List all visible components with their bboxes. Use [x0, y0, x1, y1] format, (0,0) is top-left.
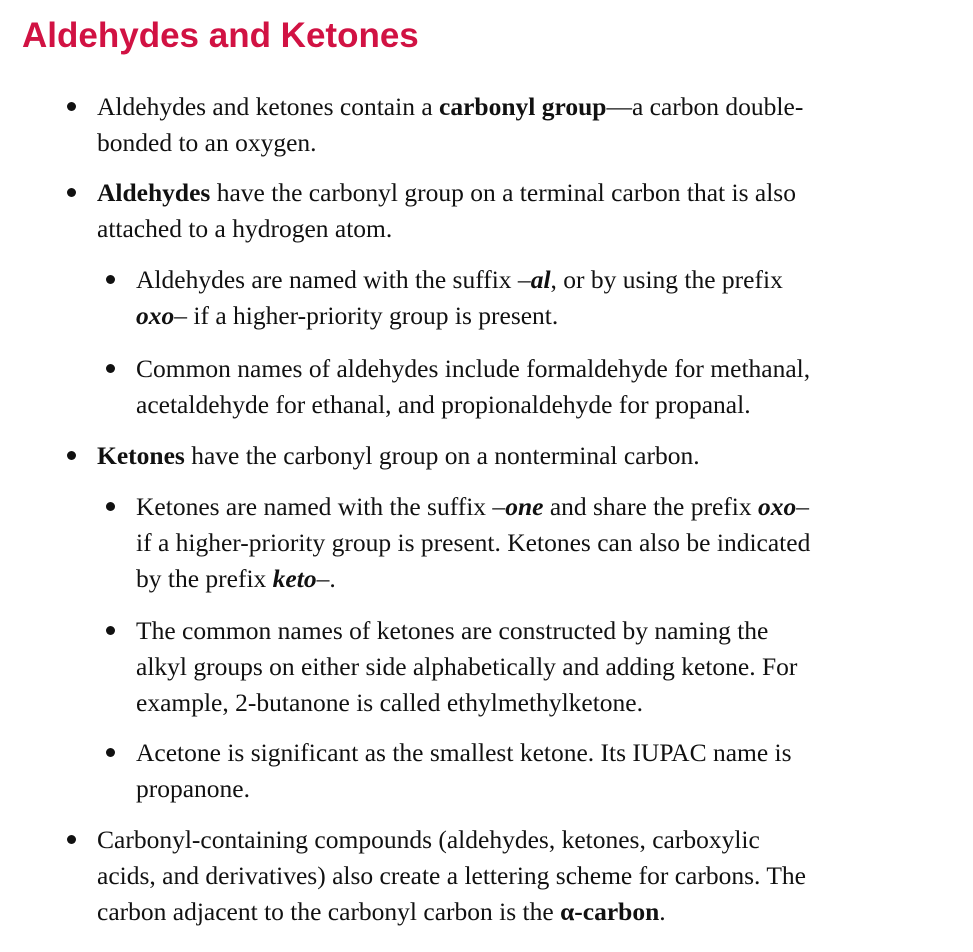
text-line: [136, 489, 941, 525]
text-run: —a carbon double-: [606, 92, 804, 121]
text-line: if a higher-priority group is present. Ketones can also be indicated: [136, 528, 811, 557]
term-ketones: Ketones: [97, 441, 185, 470]
text-run: , or by using the prefix: [550, 265, 783, 294]
bullet-dot-icon: [106, 364, 115, 373]
text-run: –.: [316, 564, 336, 593]
bullet-dot-icon: [67, 835, 76, 844]
text-line: [97, 89, 937, 125]
text-line: [97, 438, 937, 474]
text-line: [136, 262, 941, 298]
bullet-dot-icon: [106, 502, 115, 511]
text-line: Carbonyl-containing compounds (aldehydes, ketones, carboxylic: [97, 825, 760, 854]
subbullet-aldehyde-naming: [136, 262, 941, 334]
text-run: – if a higher-priority group is present.: [174, 301, 559, 330]
text-run: Aldehydes and ketones contain a: [97, 92, 440, 121]
text-line: Common names of aldehydes include formaldehyde for methanal,: [136, 354, 811, 383]
bullet-dot-icon: [67, 102, 76, 111]
bullet-ketones: [97, 438, 937, 474]
term-aldehydes: Aldehydes: [97, 178, 211, 207]
text-run: have the carbonyl group on a nonterminal carbon.: [184, 441, 700, 470]
text-line: attached to a hydrogen atom.: [97, 214, 393, 243]
bullet-lettering-scheme: [97, 822, 937, 930]
bullet-dot-icon: [106, 626, 115, 635]
term-carbonyl-group: carbonyl group: [439, 92, 607, 121]
text-run: Ketones are named with the suffix –: [136, 492, 506, 521]
bullet-aldehydes: [97, 175, 937, 247]
subbullet-ketone-naming: [136, 489, 941, 597]
bullet-carbonyl-definition: [97, 89, 937, 161]
text-line: The common names of ketones are constructed by naming the: [136, 616, 769, 645]
term-alpha-carbon: α-carbon: [560, 897, 660, 926]
text-line: example, 2-butanone is called ethylmethylketone.: [136, 688, 643, 717]
term-prefix-oxo: oxo: [136, 301, 175, 330]
term-suffix-one: one: [505, 492, 544, 521]
text-run: .: [659, 897, 666, 926]
text-line: alkyl groups on either side alphabetically and adding ketone. For: [136, 652, 798, 681]
text-line: Acetone is significant as the smallest ketone. Its IUPAC name is: [136, 738, 792, 767]
subbullet-ketone-common-names: [136, 613, 941, 721]
term-suffix-al: al: [530, 265, 551, 294]
text-run: –: [796, 492, 809, 521]
text-line: [97, 175, 937, 211]
bullet-dot-icon: [106, 275, 115, 284]
bullet-dot-icon: [106, 748, 115, 757]
text-run: and share the prefix: [543, 492, 758, 521]
subbullet-aldehyde-common-names: [136, 351, 941, 423]
term-prefix-keto: keto: [272, 564, 317, 593]
text-line: acetaldehyde for ethanal, and propionaldehyde for propanal.: [136, 390, 751, 419]
text-line: propanone.: [136, 774, 251, 803]
text-run: Aldehydes are named with the suffix –: [136, 265, 531, 294]
text-run: have the carbonyl group on a terminal carbon that is also: [210, 178, 796, 207]
bullet-dot-icon: [67, 188, 76, 197]
subbullet-acetone: [136, 735, 941, 807]
term-prefix-oxo: oxo: [757, 492, 797, 521]
text-run: carbon adjacent to the carbonyl carbon is the: [97, 897, 561, 926]
text-line: acids, and derivatives) also create a lettering scheme for carbons. The: [97, 861, 806, 890]
bullet-dot-icon: [67, 451, 76, 460]
text-run: by the prefix: [136, 564, 273, 593]
text-line: [97, 894, 937, 930]
text-line: [136, 561, 941, 597]
page-title: Aldehydes and Ketones: [22, 16, 419, 55]
text-line: bonded to an oxygen.: [97, 128, 317, 157]
text-line: [136, 298, 941, 334]
